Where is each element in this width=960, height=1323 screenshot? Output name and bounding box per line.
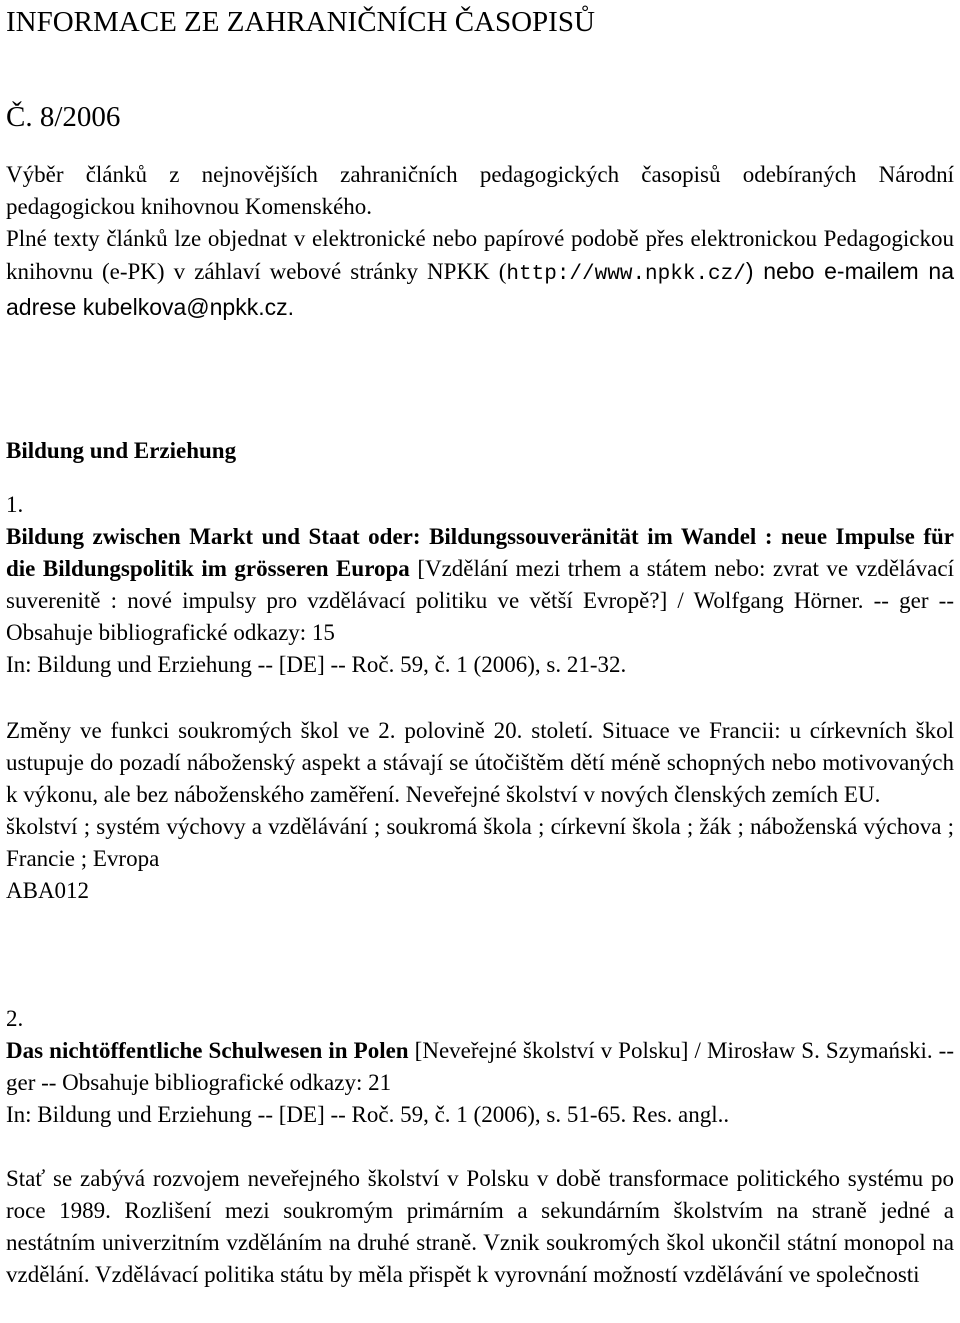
intro-line-2 xyxy=(6,223,954,324)
article-keywords: školství ; systém výchovy a vzdělávání ; soukromá škola ; církevní škola ; žák ; náboženská výchova ; Francie ; Evropa xyxy=(6,814,954,871)
article-1-annotation xyxy=(6,715,954,907)
article-2 xyxy=(6,1003,954,1131)
article-code: ABA012 xyxy=(6,878,90,903)
document-title: INFORMACE ZE ZAHRANIČNÍCH ČASOPISŮ xyxy=(6,6,595,38)
article-translation-author: [Vzdělání mezi trhem a státem nebo: zvrat ve vzdělávací suverenitě : nové impulsy pro vzdělávací politiku ve větší Evropě?] / Wolfgang Hörner. -- ger -- Obsahuje bibliografické odkazy: 15 xyxy=(6,556,954,645)
article-title: Das nichtöffentliche Schulwesen in Polen xyxy=(6,1038,409,1063)
article-citation xyxy=(6,521,954,649)
intro-email-text: ) nebo e-mailem na adrese kubelkova@npkk.cz. xyxy=(6,258,954,320)
article-1 xyxy=(6,489,954,681)
intro-paragraph xyxy=(6,159,954,324)
article-number: 2. xyxy=(6,1006,24,1031)
section-heading: Bildung und Erziehung xyxy=(6,438,237,463)
article-title: Bildung zwischen Markt und Staat oder: Bildungssouveränität im Wandel : neue Impulse für die Bildungspolitik im grösseren Europa xyxy=(6,524,954,581)
intro-text: Plné texty článků lze objednat v elektronické nebo papírové podobě přes elektronickou Pedagogickou knihovnu (e-PK) v záhlaví webové stránky NPKK ( xyxy=(6,226,954,284)
npkk-url-link[interactable]: http://www.npkk.cz/ xyxy=(506,263,746,286)
article-citation xyxy=(6,1035,954,1099)
intro-line-1: Výběr článků z nejnovějších zahraničních pedagogických časopisů odebíraných Národní pedagogickou knihovnou Komenského. xyxy=(6,162,954,219)
article-number: 1. xyxy=(6,492,24,517)
article-abstract: Stať se zabývá rozvojem neveřejného školství v Polsku v době transformace politického systému po roce 1989. Rozlišení mezi soukromým primárním a sekundárním školstvím na straně jedné a nestátním univerzitním vzděláním na druhé straně. Vznik soukromých škol ukončil státní monopol na vzdělání. Vzdělávací politika státu by měla přispět k vyrovnání možností vzdělávání ve společnosti xyxy=(6,1166,954,1287)
article-source: In: Bildung und Erziehung -- [DE] -- Roč. 59, č. 1 (2006), s. 51-65. Res. angl.. xyxy=(6,1102,730,1127)
article-abstract: Změny ve funkci soukromých škol ve 2. polovině 20. století. Situace ve Francii: u církevních škol ustupuje do pozadí náboženský aspekt a stávají se útočištěm dětí méně schopných nebo motivovaných k výkonu, ale bez náboženského zaměření. Neveřejné školství v nových členských zemích EU. xyxy=(6,718,954,807)
article-translation-author: [Neveřejné školství v Polsku] / Mirosław S. Szymański. -- ger -- Obsahuje bibliografické odkazy: 21 xyxy=(6,1038,954,1095)
issue-number: Č. 8/2006 xyxy=(6,101,121,133)
article-2-annotation xyxy=(6,1163,954,1291)
article-source: In: Bildung und Erziehung -- [DE] -- Roč. 59, č. 1 (2006), s. 21-32. xyxy=(6,652,627,677)
